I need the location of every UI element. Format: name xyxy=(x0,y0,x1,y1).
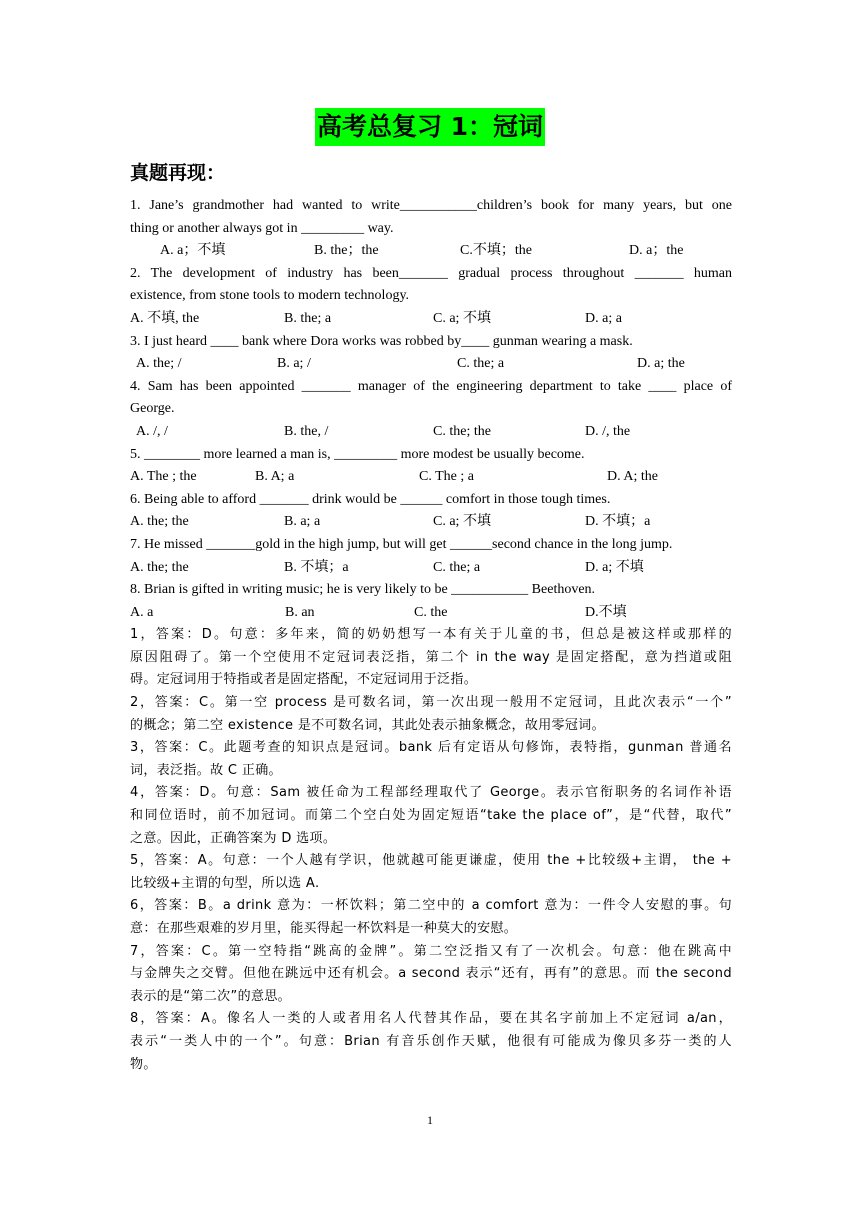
answer-option: D. 不填；a xyxy=(585,514,651,530)
answer-option: C. the; a xyxy=(433,559,481,575)
explanation-line: 原因阻碍了。第一个空使用不定冠词表泛指，第二个 in the way 是固定搭配，意为挡道或阻 xyxy=(130,649,732,665)
question-text: 3. I just heard ____ bank where Dora works was robbed by____ gunman wearing a mask. xyxy=(130,333,633,349)
question-text: 8. Brian is gifted in writing music; he is very likely to be ___________ Beethoven. xyxy=(130,582,596,598)
question-item xyxy=(130,534,732,579)
answer-option: D. a；the xyxy=(629,243,684,259)
explanation-line: 2，答案：C。第一空 process 是可数名词，第一次出现一般用不定冠词，且此次表示“一个” xyxy=(130,695,732,711)
question-text: 1. Jane’s grandmother had wanted to write___________children’s book for many years, but one xyxy=(130,198,732,213)
explanation-line: 6，答案：B。a drink 意为：一杯饮料；第二空中的 a comfort 意为：一件令人安慰的事。句 xyxy=(130,898,732,914)
explanation-line: 的概念；第二空 existence 是不可数名词，其此处表示抽象概念，故用零冠词。 xyxy=(130,717,605,733)
answer-option: B. the, / xyxy=(284,423,329,439)
question-text: thing or another always got in _________ way. xyxy=(130,220,394,236)
question-item xyxy=(130,444,732,489)
answer-option: A. a xyxy=(130,604,154,620)
answer-option: C. the; a xyxy=(457,356,505,372)
answer-option: D. /, the xyxy=(585,423,631,439)
answer-explanation xyxy=(130,737,732,782)
answer-option: A. The ; the xyxy=(130,469,197,485)
explanation-line: 4，答案：D。句意：Sam 被任命为工程部经理取代了 George。表示官衔职务的名词作补语 xyxy=(130,785,732,801)
answer-explanation xyxy=(130,624,732,692)
question-text: 5. ________ more learned a man is, _________ more modest be usually become. xyxy=(130,446,585,462)
question-text: 2. The development of industry has been_______ gradual process throughout _______ human xyxy=(130,265,732,281)
answer-option: D. a; the xyxy=(637,356,685,372)
explanation-line: 词，表泛指。故 C 正确。 xyxy=(130,762,282,778)
answer-option: D. a; 不填 xyxy=(585,559,644,575)
answer-option: C. The ; a xyxy=(419,469,474,485)
explanation-line: 比较级+主谓的句型，所以选 A. xyxy=(130,875,320,891)
question-item xyxy=(130,331,732,376)
answer-option: D. a; a xyxy=(585,310,622,326)
answer-option: A. /, / xyxy=(136,423,168,439)
answer-option: B. a; / xyxy=(277,356,311,372)
question-text: existence, from stone tools to modern technology. xyxy=(130,288,410,304)
answer-option: B. A; a xyxy=(255,469,295,485)
answer-explanation xyxy=(130,850,732,895)
page-title: 高考总复习 1：冠词 xyxy=(315,108,545,146)
answer-option: B. 不填；a xyxy=(284,559,349,575)
question-text: 7. He missed _______gold in the high jump, but will get ______second chance in the long jump. xyxy=(130,536,673,552)
answer-explanation xyxy=(130,895,732,940)
answer-explanation xyxy=(130,1008,732,1076)
explanation-line: 之意。因此，正确答案为 D 选项。 xyxy=(130,830,337,846)
question-text: 6. Being able to afford _______ drink would be ______ comfort in those tough times. xyxy=(130,491,611,507)
question-item xyxy=(130,579,732,624)
answer-option: B. the；the xyxy=(314,243,379,259)
answer-options xyxy=(130,602,732,625)
answer-option: B. an xyxy=(285,604,315,620)
answer-option: C. the xyxy=(414,604,448,620)
answer-option: B. the; a xyxy=(284,310,332,326)
explanation-line: 与金牌失之交臂。但他在跳远中还有机会。a second 表示“还有，再有”的意思。而 the second xyxy=(130,966,732,982)
explanation-line: 物。 xyxy=(130,1056,157,1072)
explanation-line: 5，答案：A。句意：一个人越有学识，他就越可能更谦虚，使用 the +比较级+主谓， the + xyxy=(130,853,732,869)
answer-explanation xyxy=(130,941,732,1009)
question-item xyxy=(130,263,732,331)
question-item xyxy=(130,489,732,534)
answer-option: C.不填；the xyxy=(460,243,532,259)
answer-explanation xyxy=(130,782,732,850)
section-heading: 真题再现： xyxy=(130,162,226,184)
answer-option: D.不填 xyxy=(585,604,627,620)
question-item xyxy=(130,195,732,263)
answer-option: D. A; the xyxy=(607,469,658,485)
explanation-line: 7，答案：C。第一空特指“跳高的金牌”。第二空泛指又有了一次机会。句意：他在跳高中 xyxy=(130,943,732,959)
title-container xyxy=(0,108,860,146)
explanation-line: 和同位语时，前不加冠词。而第二个空白处为固定短语“take the place of”，是“代替，取代” xyxy=(130,808,732,824)
explanation-line: 表示“一类人中的一个”。句意：Brian 有音乐创作天赋，他很有可能成为像贝多芬一类的人 xyxy=(130,1033,732,1049)
explanation-line: 3，答案：C。此题考查的知识点是冠词。bank 后有定语从句修饰，表特指，gunman 普通名 xyxy=(130,740,732,756)
answer-option: A. the; / xyxy=(136,356,182,372)
answer-option: A. the; the xyxy=(130,559,189,575)
question-list xyxy=(130,195,732,1076)
answer-options xyxy=(130,308,732,331)
answer-option: A. the; the xyxy=(130,514,189,530)
answer-options xyxy=(130,353,732,376)
answer-option: B. a; a xyxy=(284,514,321,530)
question-item xyxy=(130,376,732,444)
answer-options xyxy=(130,511,732,534)
answer-option: A. 不填, the xyxy=(130,310,200,326)
explanation-line: 碍。定冠词用于特指或者是固定搭配，不定冠词用于泛指。 xyxy=(130,672,478,688)
page-number: 1 xyxy=(427,1113,433,1127)
question-text: George. xyxy=(130,401,175,417)
answer-option: C. a; 不填 xyxy=(433,514,491,530)
question-text: 4. Sam has been appointed _______ manager of the engineering department to take ____ place of xyxy=(130,378,732,394)
answer-option: C. the; the xyxy=(433,423,491,439)
explanation-line: 表示的是“第二次”的意思。 xyxy=(130,988,292,1004)
answer-options xyxy=(130,240,732,263)
answer-option: C. a; 不填 xyxy=(433,310,491,326)
answer-explanation xyxy=(130,692,732,737)
answer-option: A. a；不填 xyxy=(160,243,226,259)
answer-options xyxy=(130,557,732,580)
explanation-line: 意：在那些艰难的岁月里，能买得起一杯饮料是一种莫大的安慰。 xyxy=(130,921,518,936)
explanation-line: 8，答案：A。像名人一类的人或者用名人代替其作品，要在其名字前加上不定冠词 a/an， xyxy=(130,1011,732,1027)
answer-options xyxy=(130,466,732,489)
explanation-line: 1，答案：D。句意：多年来，简的奶奶想写一本有关于儿童的书，但总是被这样或那样的 xyxy=(130,627,732,643)
answer-options xyxy=(130,421,732,444)
